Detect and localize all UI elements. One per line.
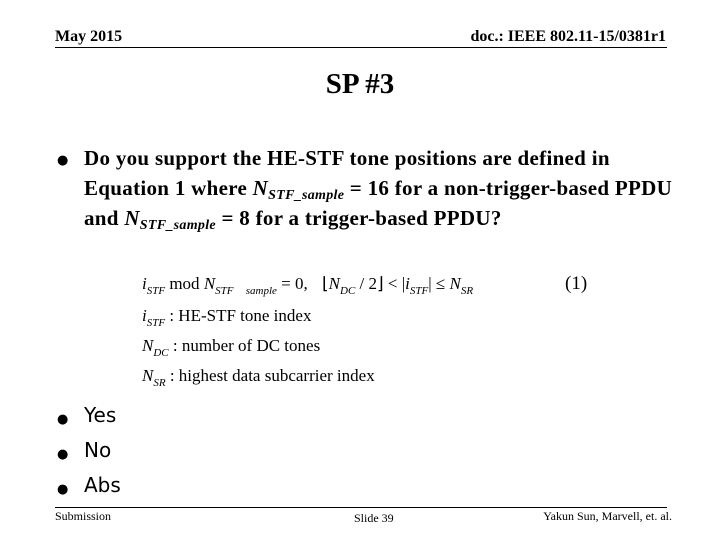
- def3-text: : highest data subcarrier index: [169, 366, 375, 385]
- def1-symbol: i: [142, 306, 147, 325]
- question-var2: N: [124, 206, 140, 230]
- def2-symbol-sub: DC: [153, 347, 169, 359]
- answer-yes: Yes: [84, 403, 117, 427]
- eq-nsr: N: [449, 274, 461, 293]
- footer-divider: [55, 507, 667, 508]
- eq-floor-open: ⌊: [322, 274, 329, 293]
- eq-ndc: N: [328, 274, 340, 293]
- def3-symbol-sub: SR: [153, 377, 166, 389]
- def1-symbol-sub: STF: [146, 317, 166, 329]
- eq-abs-i: i: [405, 274, 410, 293]
- eq-n: N: [203, 274, 216, 293]
- definition-n-sr: [142, 366, 375, 393]
- def3-symbol: N: [142, 366, 154, 385]
- eq-ndc-sub: DC: [340, 285, 356, 297]
- footer-submission: Submission: [55, 509, 112, 523]
- answer-bullet-icon: ●: [57, 482, 69, 497]
- header-doc-id: doc.: IEEE 802.11-15/0381r1: [470, 28, 666, 45]
- eq-div2: / 2: [359, 274, 378, 293]
- definition-i-stf: [142, 306, 311, 333]
- slide-title: SP #3: [325, 68, 395, 100]
- eq-n-sub2: sample: [245, 285, 277, 297]
- eq-zero: = 0,: [281, 274, 308, 293]
- answer-bullet-icon: ●: [57, 447, 69, 462]
- eq-abs-i-sub: STF: [409, 285, 429, 297]
- answer-bullet-icon: ●: [57, 412, 69, 427]
- def2-text: : number of DC tones: [172, 336, 321, 355]
- question-part1: Do you support the HE-STF tone positions are defined in Equation 1 where: [84, 146, 610, 200]
- eq-le: ≤: [435, 274, 446, 293]
- def1-text: : HE-STF tone index: [169, 306, 312, 325]
- eq-n-sub1: STF: [215, 285, 234, 297]
- eq-i-sub: STF: [146, 285, 166, 297]
- header-divider: [55, 47, 667, 48]
- definition-n-dc: [142, 336, 320, 363]
- equation-number: (1): [565, 273, 588, 294]
- answer-no: No: [84, 438, 112, 462]
- eq-abs-close: |: [428, 274, 432, 293]
- answer-abs: Abs: [84, 473, 121, 497]
- def2-symbol: N: [142, 336, 154, 355]
- eq-i: i: [142, 274, 147, 293]
- eq-lt: <: [387, 274, 398, 293]
- header-date: May 2015: [55, 28, 123, 45]
- question-var1-subscript: STF_sample: [268, 188, 345, 203]
- eq-floor-close: ⌋: [377, 274, 384, 293]
- question-part2: = 16 for a non-trigger-based PPDU and: [84, 176, 673, 230]
- footer-authors: Yakun Sun, Marvell, et. al.: [543, 509, 672, 523]
- question-bullet-icon: ●: [57, 153, 69, 168]
- question-text: [84, 143, 674, 233]
- question-var1: N: [252, 176, 269, 200]
- equation-line: [142, 274, 473, 301]
- question-part3: = 8 for a trigger-based PPDU?: [215, 206, 502, 230]
- eq-mod: mod: [169, 274, 200, 293]
- question-var2-subscript: STF_sample: [139, 218, 216, 233]
- eq-nsr-sub: SR: [460, 285, 474, 297]
- eq-abs-open: |: [401, 274, 406, 293]
- footer-slide-number: Slide 39: [354, 511, 394, 525]
